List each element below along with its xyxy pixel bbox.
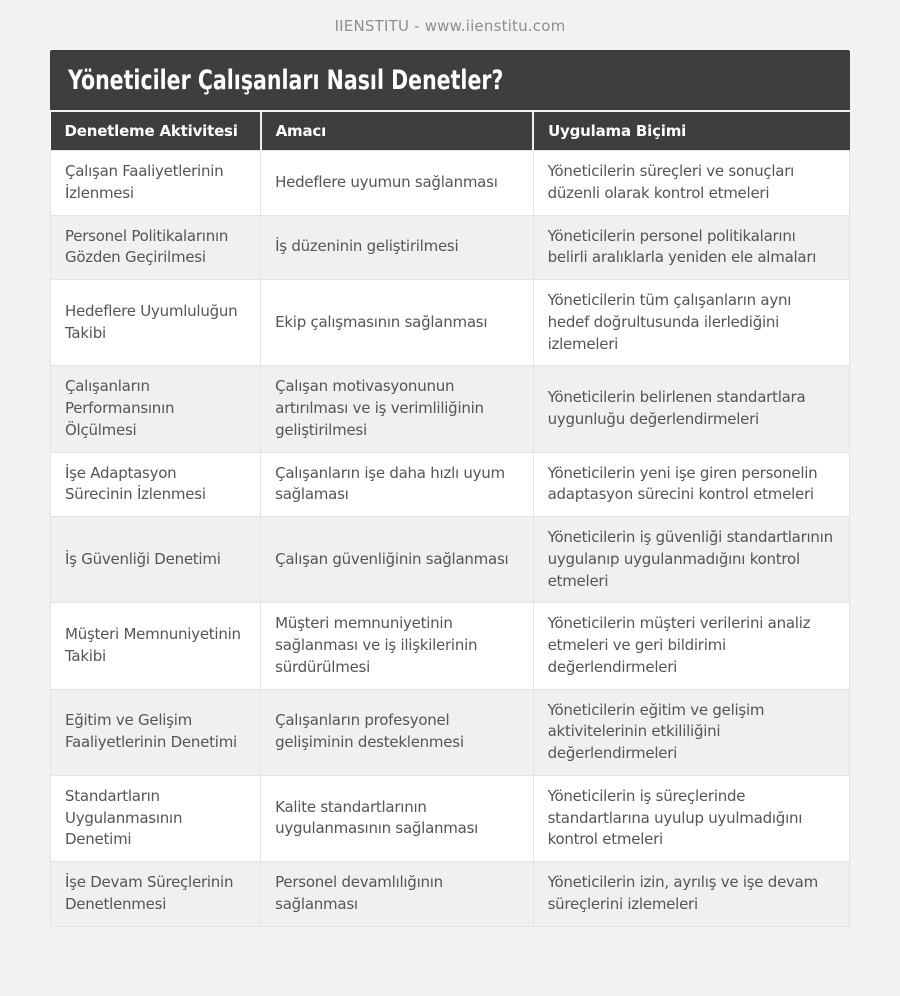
table-row (51, 775, 850, 861)
table-cell: Müşteri Memnuniyetinin Takibi (51, 603, 261, 689)
table-cell: Eğitim ve Gelişim Faaliyetlerinin Denetimi (51, 689, 261, 775)
table-cell: Yöneticilerin eğitim ve gelişim aktivitelerinin etkililiğini değerlendirmeleri (533, 689, 849, 775)
table-cell: Çalışanların işe daha hızlı uyum sağlaması (261, 452, 533, 517)
table-cell: İş düzeninin geliştirilmesi (261, 215, 533, 280)
table-row (51, 603, 850, 689)
table-cell: Personel devamlılığının sağlanması (261, 862, 533, 927)
table-cell: Yöneticilerin personel politikalarını belirli aralıklarla yeniden ele almaları (533, 215, 849, 280)
column-header-amaci: Amacı (261, 112, 533, 151)
table-cell: Ekip çalışmasının sağlanması (261, 280, 533, 366)
table-cell: Çalışan güvenliğinin sağlanması (261, 517, 533, 603)
table-row (51, 452, 850, 517)
footer-text: IIENSTITU - www.iienstitu.com (334, 17, 566, 35)
table-cell: Yöneticilerin müşteri verilerini analiz etmeleri ve geri bildirimi değerlendirmeleri (533, 603, 849, 689)
table-cell: Çalışanların Performansının Ölçülmesi (51, 366, 261, 452)
table-header (51, 112, 850, 151)
table-cell: Yöneticilerin belirlenen standartlara uygunluğu değerlendirmeleri (533, 366, 849, 452)
table-cell: İşe Adaptasyon Sürecinin İzlenmesi (51, 452, 261, 517)
table-cell: Yöneticilerin tüm çalışanların aynı hedef doğrultusunda ilerlediğini izlemeleri (533, 280, 849, 366)
table-cell: Müşteri memnuniyetinin sağlanması ve iş ilişkilerinin sürdürülmesi (261, 603, 533, 689)
table-cell: Çalışan motivasyonunun artırılması ve iş verimliliğinin geliştirilmesi (261, 366, 533, 452)
table-cell: Standartların Uygulanmasının Denetimi (51, 775, 261, 861)
supervision-table (50, 112, 850, 927)
table-header-row (51, 112, 850, 151)
table-cell: İş Güvenliği Denetimi (51, 517, 261, 603)
table-row (51, 689, 850, 775)
table-title-bar (50, 50, 850, 110)
table-row (51, 280, 850, 366)
table-cell: Yöneticilerin izin, ayrılış ve işe devam süreçlerini izlemeleri (533, 862, 849, 927)
table-cell: Yöneticilerin yeni işe giren personelin adaptasyon sürecini kontrol etmeleri (533, 452, 849, 517)
table-cell: Çalışanların profesyonel gelişiminin desteklenmesi (261, 689, 533, 775)
table-cell: Hedeflere Uyumluluğun Takibi (51, 280, 261, 366)
table-row (51, 151, 850, 216)
table-cell: İşe Devam Süreçlerinin Denetlenmesi (51, 862, 261, 927)
table-card (50, 50, 850, 927)
table-cell: Personel Politikalarının Gözden Geçirilmesi (51, 215, 261, 280)
table-row (51, 215, 850, 280)
table-row (51, 366, 850, 452)
table-cell: Yöneticilerin süreçleri ve sonuçları düzenli olarak kontrol etmeleri (533, 151, 849, 216)
table-cell: Yöneticilerin iş güvenliği standartlarının uygulanıp uygulanmadığını kontrol etmeleri (533, 517, 849, 603)
column-header-uygulama-bicimi: Uygulama Biçimi (533, 112, 849, 151)
column-header-denetleme-aktivitesi: Denetleme Aktivitesi (51, 112, 261, 151)
table-cell: Çalışan Faaliyetlerinin İzlenmesi (51, 151, 261, 216)
page-title: Yöneticiler Çalışanları Nasıl Denetler? (68, 64, 504, 96)
table-cell: Kalite standartlarının uygulanmasının sağlanması (261, 775, 533, 861)
table-body (51, 151, 850, 927)
table-cell: Yöneticilerin iş süreçlerinde standartlarına uyulup uyulmadığını kontrol etmeleri (533, 775, 849, 861)
table-row (51, 862, 850, 927)
table-cell: Hedeflere uyumun sağlanması (261, 151, 533, 216)
table-row (51, 517, 850, 603)
